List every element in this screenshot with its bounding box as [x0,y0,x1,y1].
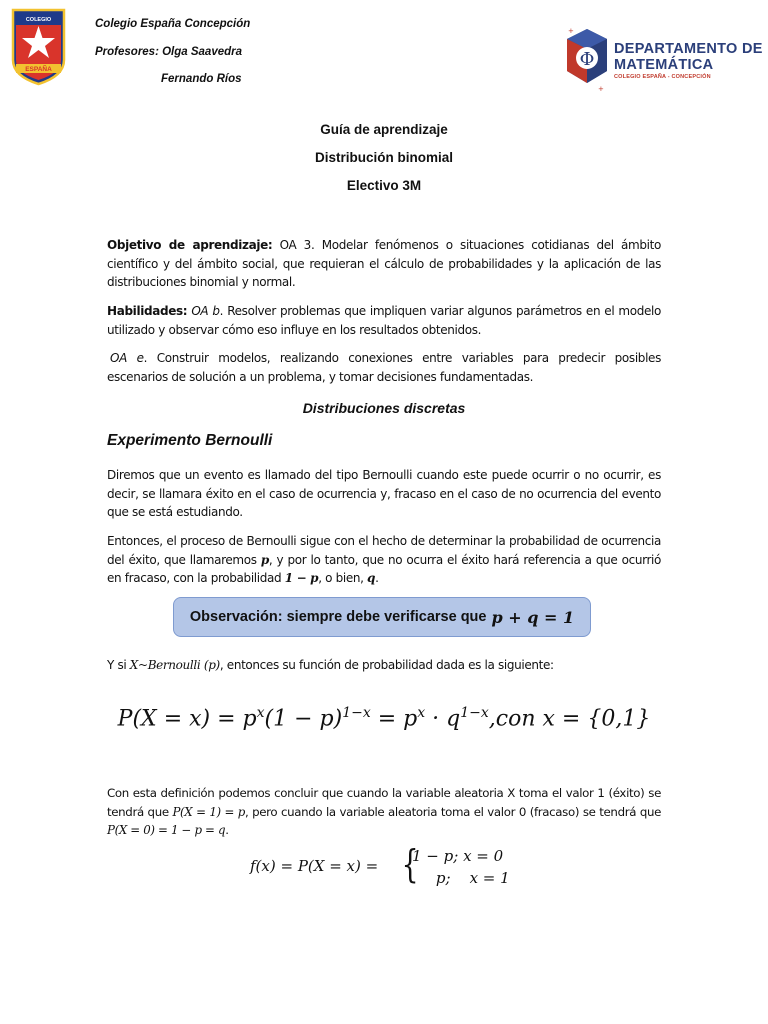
prob-x-equals-0: P(X = 0) = 1 − p = q [107,823,226,837]
symbol-one-minus-p: 1 − p [284,571,319,585]
shield-top-text: COLEGIO [25,17,52,23]
piecewise-lhs: f(x) = P(X = x) = [250,857,379,875]
skill-e-paragraph [107,349,661,386]
subsection-title: Experimento Bernoulli [107,432,273,449]
teachers-line: Profesores: Olga Saavedra [95,46,243,58]
teacher-second: Fernando Ríos [161,73,242,85]
prob-x-equals-1: P(X = 1) = p [172,804,245,819]
bernoulli-process: Entonces, el proceso de Bernoulli sigue con el hecho de determinar la probabilidad de ocurrencia del éxito, que llamaremos p, y por lo tanto, que no ocurra el éxito hará referencia a que ocurrió en fracaso, con la probabilidad 1 − p, o bien, q. [107,534,662,585]
dept-line2: MATEMÁTICA [614,57,714,73]
school-shield-logo [10,8,67,86]
skill-text-b: . Resolver problemas que impliquen variar algunos parámetros en el modelo utilizado y observar cómo eso influye en los resultados obtenidos. [107,304,662,337]
piecewise-row-2: p; x = 1 [412,869,510,887]
pmf-intro: Y si X~Bernoulli (p), entonces su función de probabilidad dada es la siguiente: [107,658,554,672]
skills-paragraph [107,302,661,339]
svg-text:+: + [598,85,604,93]
skill-code-e: OA e [110,351,144,365]
section-title: Distribuciones discretas [302,400,466,416]
shield-bottom-text: ESPAÑA [25,66,52,73]
skills-label: Habilidades: [107,304,188,318]
observation-label: Observación: siempre debe verificarse que [189,609,487,625]
bernoulli-definition: Diremos que un evento es llamado del tipo Bernoulli cuando este puede ocurrir o no ocurrir, es decir, se llamara éxito en el caso de ocurrencia y, fracaso en el caso de no ocurrencia del evento que se está estudiando. [107,468,661,519]
school-name: Colegio España Concepción [95,18,251,30]
department-name [614,41,763,80]
course-title: Electivo 3M [346,178,422,193]
piecewise-brace: { [401,842,419,886]
objective-label: Objetivo de aprendizaje: [107,238,273,252]
observation-box [173,597,591,637]
objective-text: OA 3. Modelar fenómenos o situaciones cotidianas del ámbito científico y del ámbito social, que requieran el cálculo de probabilidades y la aplicación de las distribuciones binomial y normal. [107,238,661,289]
piecewise-row-1: 1 − p; x = 0 [412,847,504,865]
phi-symbol: Φ [579,49,595,70]
symbol-q: q [367,571,376,585]
symbol-p: p [260,552,269,567]
observation-formula: p + q = 1 [491,607,575,627]
objective-paragraph [107,236,661,292]
topic-title: Distribución binomial [314,150,453,165]
guide-title: Guía de aprendizaje [320,122,448,137]
svg-text:+: + [568,27,574,35]
bernoulli-notation: X~Bernoulli (p) [129,658,220,672]
math-department-logo [562,25,612,93]
dept-line3: COLEGIO ESPAÑA - CONCEPCIÓN [614,74,711,80]
skill-text-e: . Construir modelos, realizando conexiones entre variables para predecir posibles escenarios de solución a un problema, y tomar decisiones fundamentadas. [107,351,661,384]
conclusion-paragraph: Con esta definición podemos concluir que cuando la variable aleatoria X toma el valor 1 (éxito) se tendrá que P(X = 1) = p, pero cuando la variable aleatoria toma el valor 0 (fracaso) se tendrá que P(X = 0) = 1 − p = q. [107,786,661,837]
bernoulli-pmf-formula: $P(X = x) = p^x(1 - p)^{1-x} = p^x \cdot q^{1-x},con$ x = {0,1} [117,705,651,732]
skill-code-b: OA b [191,304,220,318]
dept-line1: DEPARTAMENTO DE [614,41,763,57]
